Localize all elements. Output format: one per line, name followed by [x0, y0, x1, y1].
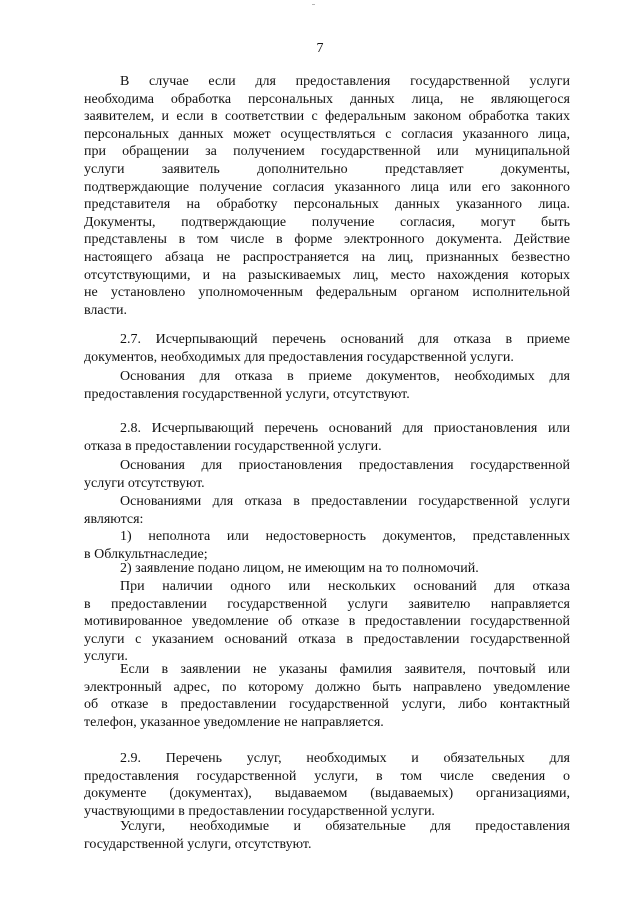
paragraph-2-8-ground-1: [84, 528, 570, 563]
text-line: Основаниями для отказа в предоставлении государственной услуги: [120, 494, 570, 509]
text-line: услуги с указанием оснований отказа в предоставлении государственной: [84, 631, 570, 647]
text-line: 2.8. Исчерпывающий перечень оснований для приостановления или: [120, 421, 570, 436]
text-line: 2) заявление подано лицом, не имеющим на то полномочий.: [120, 561, 479, 576]
text-line: отсутствующими, и на разыскиваемых лиц, место нахождения которых: [84, 267, 570, 283]
text-line: необходима обработка персональных данных лица, не являющегося: [84, 91, 570, 107]
text-line: услуги.: [84, 649, 128, 665]
text-line: представителя на обработку персональных данных указанного лица.: [84, 197, 570, 213]
paragraph-2-8-ground-2: [84, 560, 570, 578]
text-line: государственной услуги, отсутствуют.: [84, 836, 312, 852]
scan-mark: [312, 4, 315, 5]
text-line: Основания для приостановления предоставления государственной: [120, 458, 570, 473]
paragraph-2-8-suspension: [84, 457, 570, 492]
page-number: 7: [316, 41, 324, 56]
text-line: 1) неполнота или недостоверность документов, представленных: [120, 529, 570, 544]
text-line: Основания для отказа в приеме документов, необходимых для: [120, 369, 570, 384]
text-line: подтверждающие получение согласия указанного лица или его законного: [84, 179, 570, 195]
text-line: услуги заявитель дополнительно представляет документы,: [84, 161, 570, 177]
text-line: Документы, подтверждающие получение согласия, могут быть: [84, 214, 570, 230]
text-line: об отказе в предоставлении государственной услуги, либо контактный: [84, 697, 570, 713]
text-line: При наличии одного или нескольких оснований для отказа: [120, 579, 570, 594]
paragraph-2-8-heading: [84, 420, 570, 455]
paragraph-2-8-notification: [84, 578, 570, 666]
text-line: предоставления государственной услуги, отсутствуют.: [84, 386, 410, 402]
text-line: персональных данных может осуществляться с согласия указанного лица,: [84, 126, 570, 142]
text-line: при обращении за получением государственной или муниципальной: [84, 144, 570, 160]
text-line: услуги отсутствуют.: [84, 475, 205, 491]
text-line: Услуги, необходимые и обязательные для предоставления: [120, 819, 570, 834]
paragraph-personal-data: [84, 73, 570, 319]
paragraph-2-9-body: [84, 818, 570, 853]
text-line: заявителем, и если в соответствии с федеральным законом обработка таких: [84, 109, 570, 125]
text-line: документов, необходимых для предоставления государственной услуги.: [84, 349, 514, 365]
text-line: в Облкультнаследие;: [84, 546, 208, 562]
text-line: отказа в предоставлении государственной услуги.: [84, 438, 382, 454]
text-line: электронный адрес, по которому должно быть направлено уведомление: [84, 679, 570, 695]
text-line: являются:: [84, 511, 144, 527]
text-line: не установлено уполномоченным федеральным органом исполнительной: [84, 285, 570, 301]
paragraph-2-8-grounds-intro: [84, 493, 570, 528]
text-line: настоящего абзаца не распространяется на лиц, признанных безвестно: [84, 249, 570, 265]
text-line: участвующими в предоставлении государственной услуги.: [84, 803, 435, 819]
text-line: телефон, указанное уведомление не направляется.: [84, 714, 384, 730]
paragraph-2-7-heading: [84, 331, 570, 366]
paragraph-2-9-heading: [84, 750, 570, 820]
text-line: власти.: [84, 302, 127, 318]
text-line: представлены в том числе в форме электронного документа. Действие: [84, 232, 570, 248]
text-line: 2.9. Перечень услуг, необходимых и обязательных для: [120, 751, 570, 766]
text-line: В случае если для предоставления государственной услуги: [120, 74, 570, 89]
paragraph-2-7-body: [84, 368, 570, 403]
text-line: Если в заявлении не указаны фамилия заявителя, почтовый или: [120, 662, 570, 677]
text-line: в предоставлении государственной услуги заявителю направляется: [84, 596, 570, 612]
text-line: 2.7. Исчерпывающий перечень оснований для отказа в приеме: [120, 332, 570, 347]
text-line: документе (документах), выдаваемом (выдаваемых) организациями,: [84, 786, 570, 802]
paragraph-2-8-no-address: [84, 661, 570, 731]
text-line: предоставления государственной услуги, в том числе сведения о: [84, 768, 570, 784]
text-line: мотивированное уведомление об отказе в предоставлении государственной: [84, 614, 570, 630]
